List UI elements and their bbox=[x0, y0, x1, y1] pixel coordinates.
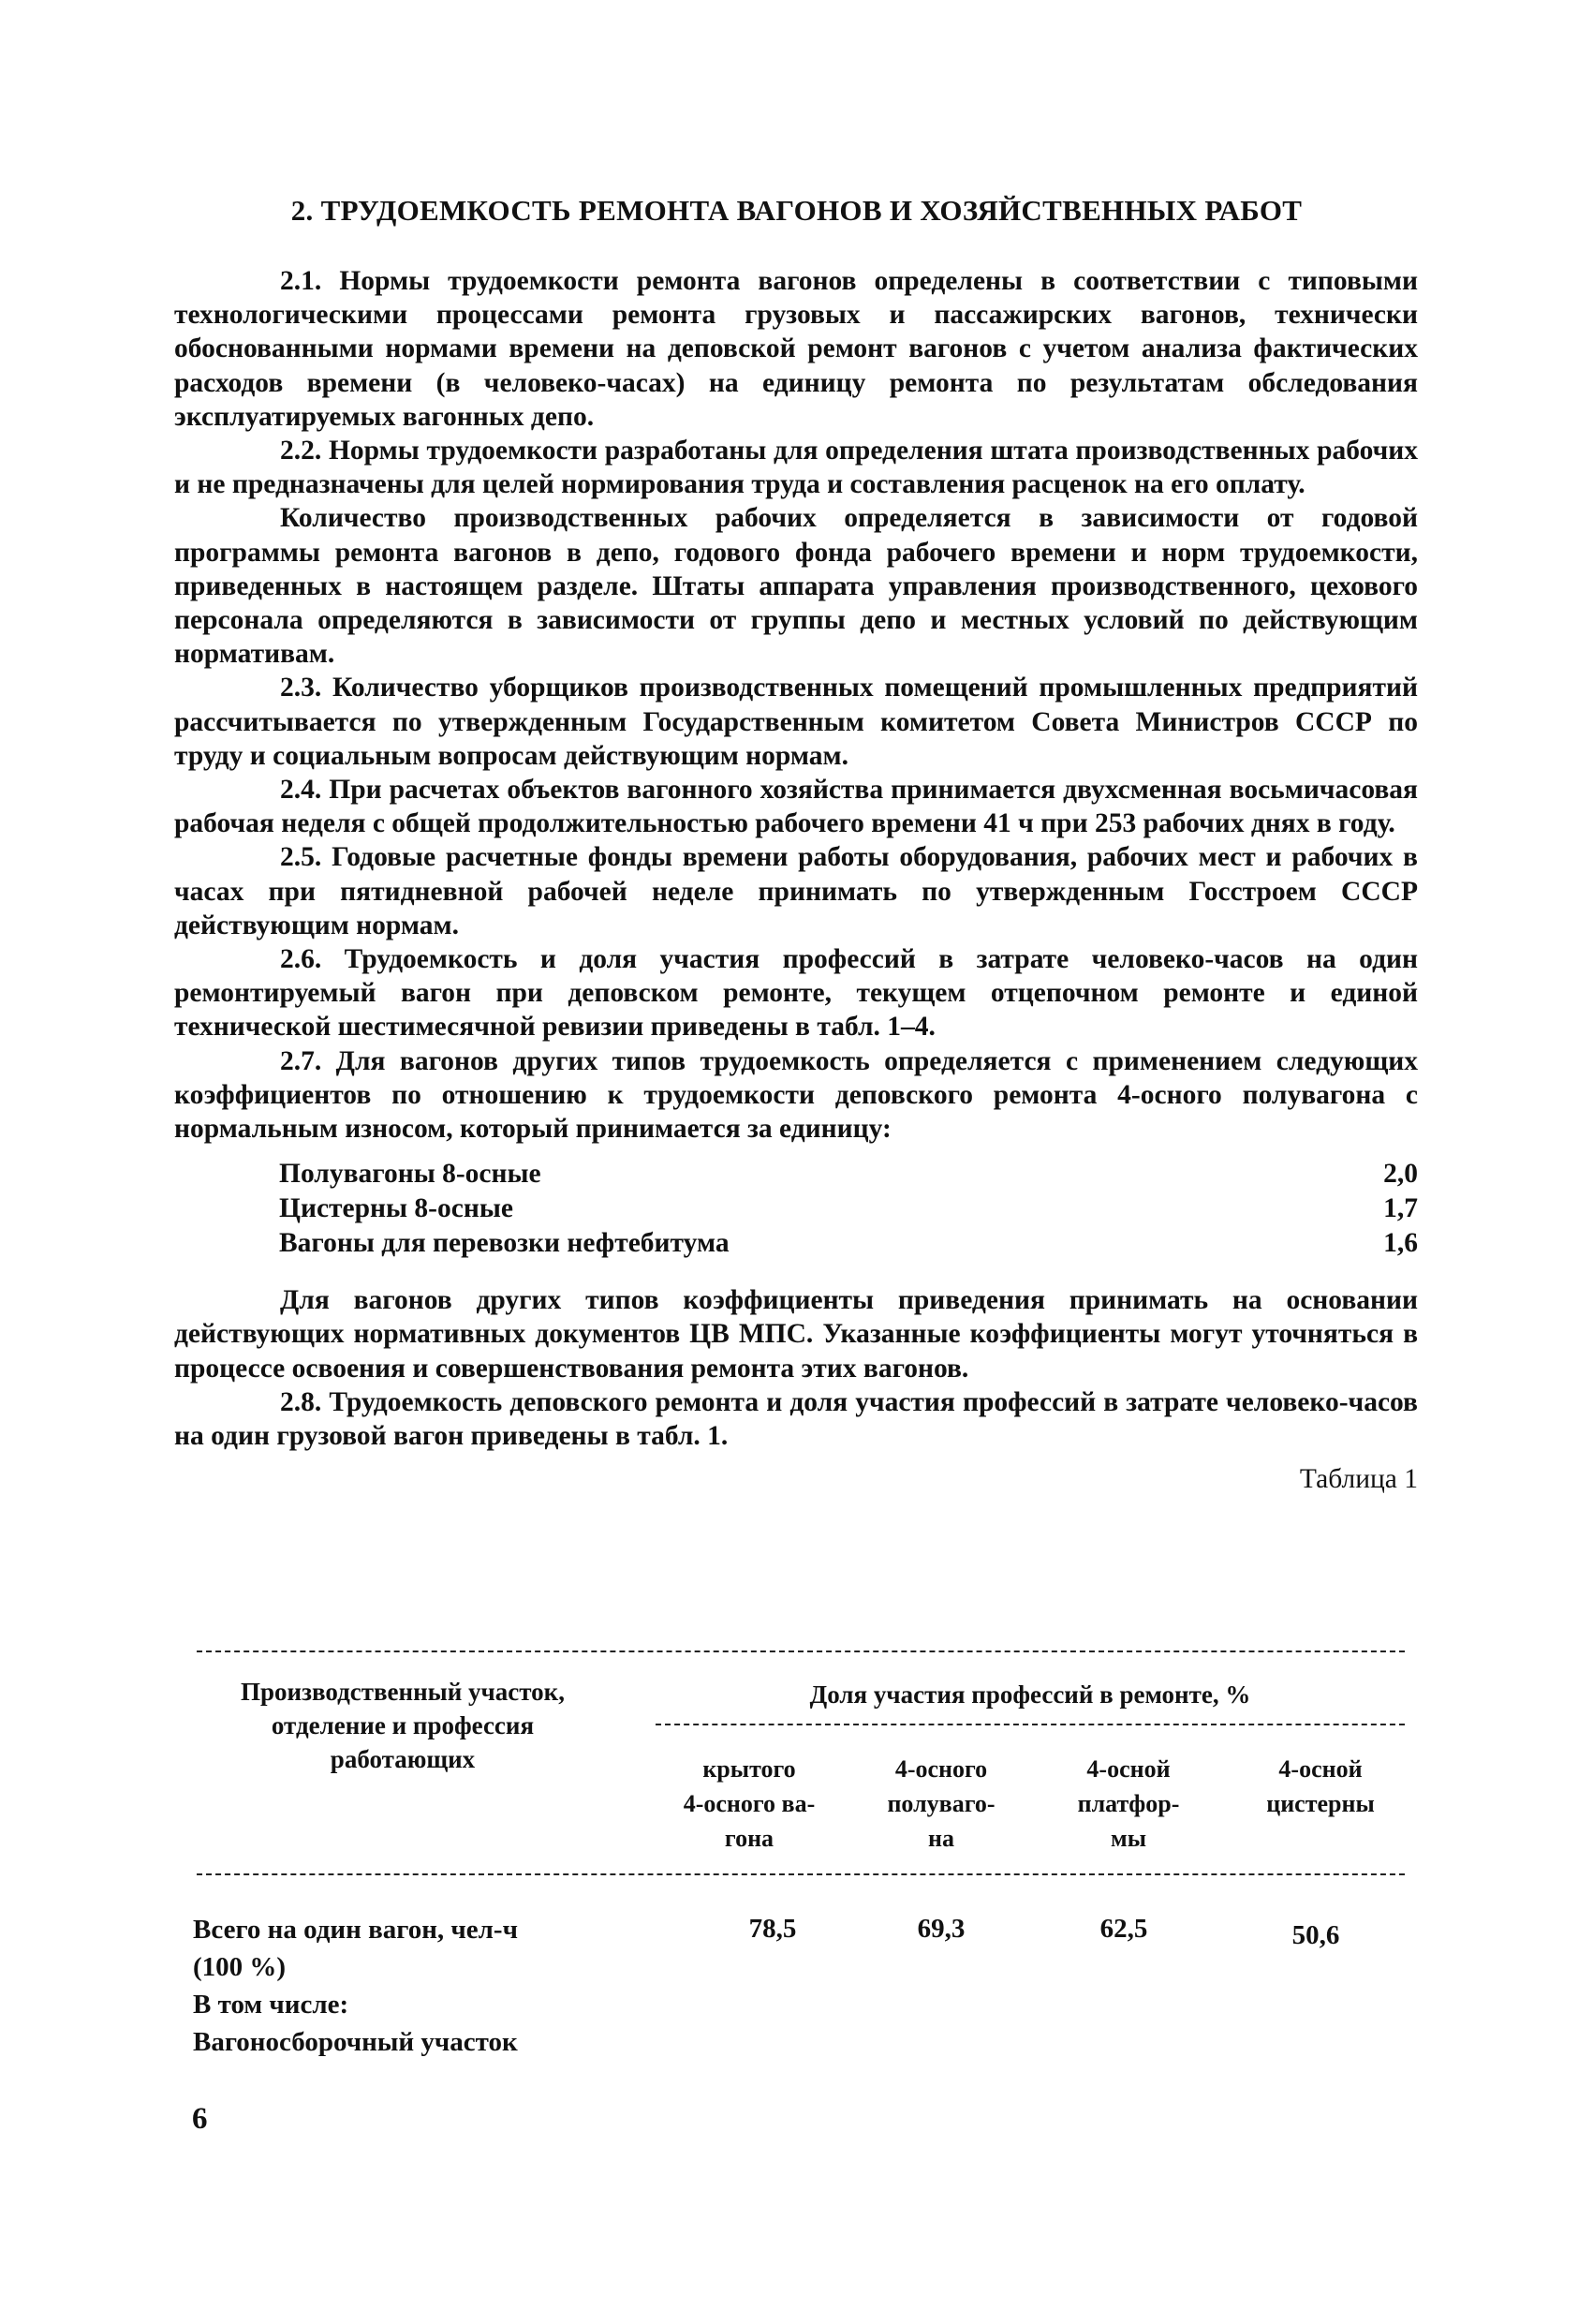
group-header-rule bbox=[656, 1724, 1405, 1725]
subheader-line: крытого bbox=[702, 1755, 796, 1783]
table-col1-header bbox=[197, 1675, 609, 1776]
paragraph-2-8: 2.8. Трудоемкость деповского ремонта и доля участия профессий в затрате человеко-часов на один грузовой вагон приведены в табл. 1. bbox=[174, 1386, 1418, 1452]
car-assembly-section-label: Вагоносборочный участок bbox=[193, 2027, 518, 2057]
table-top-rule bbox=[197, 1650, 1405, 1652]
paragraph-other-types: Для вагонов других типов коэффициенты приведения принимать на основании действующих нормативных документов ЦВ МПС. Указанные коэффициенты могут уточняться в процессе освоения и совершенствования ремонта этих вагонов. bbox=[174, 1285, 1418, 1384]
subheader-platform bbox=[1044, 1752, 1213, 1856]
table-group-header: Доля участия профессий в ремонте, % bbox=[809, 1680, 1251, 1709]
subheader-tank bbox=[1236, 1752, 1405, 1821]
total-row-label bbox=[193, 1911, 605, 2061]
table-label: Таблица 1 bbox=[1299, 1464, 1418, 1495]
paragraph-2-4: 2.4. При расчетах объектов вагонного хозяйства принимается двухсменная восьмичасовая рабочая неделя с общей продолжительностью рабочего времени 41 ч при 253 рабочих днях в году. bbox=[174, 775, 1418, 839]
header-line: Производственный участок, bbox=[241, 1678, 565, 1706]
paragraph-2-6: 2.6. Трудоемкость и доля участия профессий в затрате человеко-часов на один ремонтируемый вагон при деповском ремонте, текущем отцепочном ремонте и единой технической шестимесячной ревизии приведены в табл. 1–4. bbox=[174, 944, 1418, 1043]
subheader-line: на bbox=[928, 1825, 954, 1852]
paragraph-2-1: 2.1. Нормы трудоемкости ремонта вагонов определены в соответствии с типовыми технологическими процессами ремонта грузовых и пассажирских вагонов, технически обоснованными нормами времени на деповской ремонт вагонов с учетом анализа фактических расходов времени (в человеко-часах) на единицу ремонта по результатам обследования эксплуатируемых вагонных депо. bbox=[174, 266, 1418, 432]
subheader-line: полуваго- bbox=[887, 1790, 996, 1817]
paragraph-2-2: 2.2. Нормы трудоемкости разработаны для определения штата производственных рабочих и не предназначены для целей нормирования труда и составления расценок на его оплату. bbox=[174, 436, 1418, 500]
total-label-line: (100 %) bbox=[193, 1952, 287, 1982]
paragraph-workers: Количество производственных рабочих определяется в зависимости от годовой программы ремонта вагонов в депо, годового фонда рабочего времени и норм трудоемкости, приведенных в настоящем разделе. Штаты аппарата управления производственного, цехового персонала определяются в зависимости от группы депо и местных условий по действующим нормативам. bbox=[174, 503, 1418, 670]
coefficient-value: 1,6 bbox=[1383, 1228, 1418, 1259]
subheader-line: гона bbox=[724, 1825, 774, 1852]
subheader-line: 4-осного bbox=[894, 1755, 988, 1783]
coefficient-row bbox=[279, 1226, 1418, 1261]
coefficient-name: Цистерны 8-осные bbox=[279, 1193, 513, 1224]
coefficient-name: Полувагоны 8-осные bbox=[279, 1159, 541, 1190]
total-value-gondola: 69,3 bbox=[917, 1914, 966, 1944]
coefficient-row bbox=[279, 1157, 1418, 1192]
table-header-bottom-rule bbox=[197, 1873, 1405, 1875]
section-title: 2. ТРУДОЕМКОСТЬ РЕМОНТА ВАГОНОВ И ХОЗЯЙСТВЕННЫХ РАБОТ bbox=[290, 194, 1303, 227]
total-label-line: Всего на один вагон, чел-ч bbox=[193, 1915, 518, 1945]
total-value-tank: 50,6 bbox=[1291, 1920, 1340, 1950]
subheader-line: цистерны bbox=[1266, 1790, 1375, 1817]
subheader-line: платфор- bbox=[1077, 1790, 1180, 1817]
total-value-covered-wagon: 78,5 bbox=[748, 1914, 797, 1944]
page-number: 6 bbox=[192, 2102, 208, 2136]
subheader-line: мы bbox=[1110, 1825, 1146, 1852]
header-line: отделение и профессия bbox=[271, 1711, 535, 1739]
total-value-platform: 62,5 bbox=[1099, 1914, 1148, 1944]
coefficient-value: 1,7 bbox=[1383, 1193, 1418, 1224]
subheader-line: 4-осной bbox=[1086, 1755, 1171, 1783]
coefficient-value: 2,0 bbox=[1383, 1159, 1418, 1190]
paragraph-2-3: 2.3. Количество уборщиков производственных помещений промышленных предприятий рассчитывается по утвержденным Государственным комитетом Совета Министров СССР по труду и социальным вопросам действующим нормам. bbox=[174, 673, 1418, 771]
coefficient-name: Вагоны для перевозки нефтебитума bbox=[279, 1228, 730, 1259]
subheader-line: 4-осной bbox=[1278, 1755, 1363, 1783]
paragraph-2-5: 2.5. Годовые расчетные фонды времени работы оборудования, рабочих мест и рабочих в часах при пятидневной рабочей неделе принимать по утвержденным Госстроем СССР действующим нормам. bbox=[174, 842, 1418, 940]
coefficient-list bbox=[279, 1157, 1418, 1261]
subheader-line: 4-осного ва- bbox=[683, 1790, 816, 1817]
subheader-covered-wagon bbox=[660, 1752, 838, 1856]
coefficient-row bbox=[279, 1192, 1418, 1226]
body-text bbox=[174, 264, 1418, 1497]
paragraph-2-7: 2.7. Для вагонов других типов трудоемкость определяется с применением следующих коэффициентов по отношению к трудоемкости деповского ремонта 4-осного полувагона с нормальным износом, который принимается за единицу: bbox=[174, 1045, 1418, 1145]
header-line: работающих bbox=[330, 1745, 476, 1773]
subheader-gondola bbox=[857, 1752, 1025, 1856]
in-that-number-label: В том числе: bbox=[193, 1990, 349, 2020]
